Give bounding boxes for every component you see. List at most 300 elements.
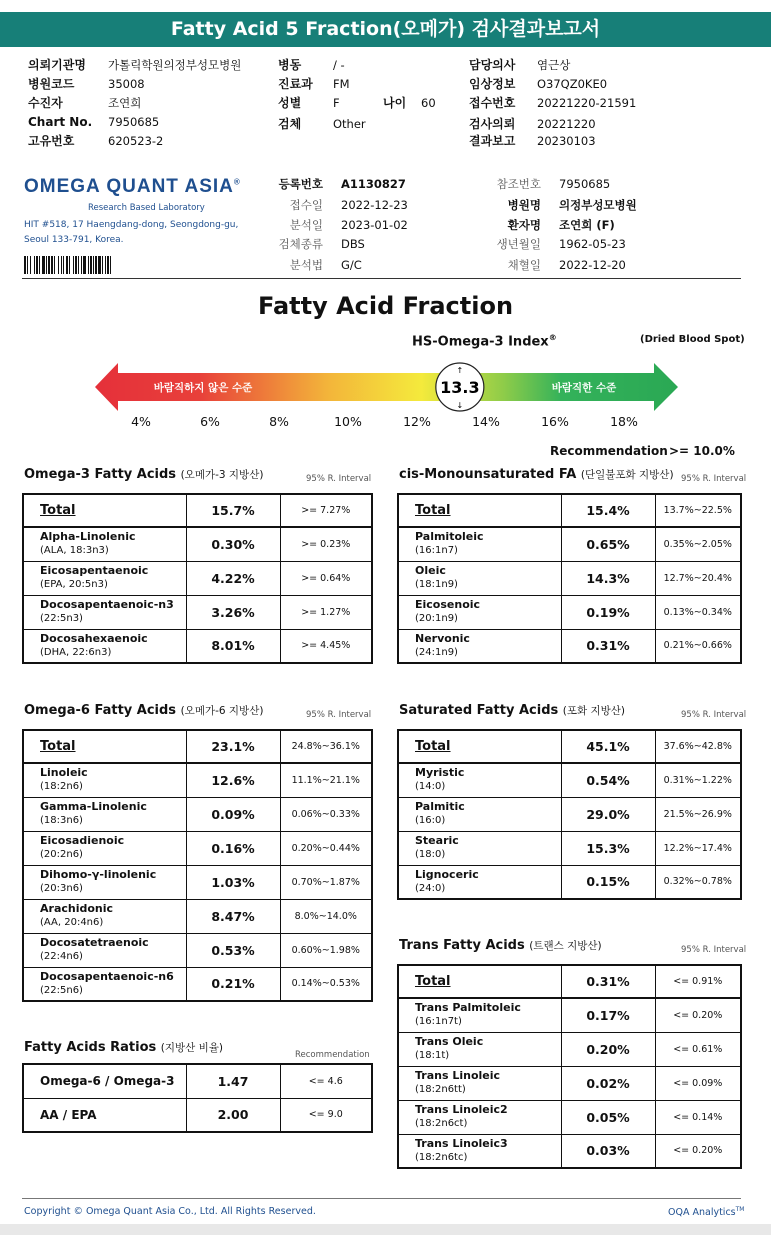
- acid-name-cell: [23, 865, 186, 899]
- total-reference: 24.8%~36.1%: [280, 730, 372, 763]
- registration-field: [488, 217, 615, 233]
- table-row: [23, 629, 372, 663]
- scale-tick-label: 18%: [610, 414, 638, 429]
- acid-name-cell: [398, 595, 561, 629]
- header-field-value: O37QZ0KE0: [537, 77, 608, 91]
- acid-name: Dihomo-γ-linolenic: [40, 868, 157, 881]
- table-row: [398, 527, 741, 561]
- header-field-value: 가톨릭학원의정부성모병원: [108, 58, 242, 72]
- header-field: [469, 115, 596, 132]
- scale-tick-label: 16%: [541, 414, 569, 429]
- table-row: [23, 933, 372, 967]
- acid-reference: >= 0.64%: [280, 561, 372, 595]
- acid-notation: (22:5n3): [40, 613, 83, 624]
- acid-reference: 12.2%~17.4%: [655, 831, 741, 865]
- report-title: Fatty Acid 5 Fraction(오메가) 검사결과보고서: [0, 12, 771, 47]
- registration-value: G/C: [341, 258, 362, 272]
- acid-name: Eicosenoic: [415, 598, 481, 611]
- registration-value: 2023-01-02: [341, 218, 408, 232]
- acid-reference: >= 4.45%: [280, 629, 372, 663]
- total-label: Total: [40, 502, 76, 518]
- total-value: 0.31%: [561, 965, 655, 998]
- scale-tick-label: 14%: [472, 414, 500, 429]
- gauge-left-label: 바람직하지 않은 수준: [153, 382, 253, 394]
- table-row: [398, 998, 741, 1032]
- ri-interval-label: 95% R. Interval: [306, 474, 372, 484]
- acid-value: 0.30%: [186, 527, 280, 561]
- acid-name: Docosapentaenoic-n6: [40, 969, 174, 983]
- ri-interval-label: 95% R. Interval: [306, 710, 372, 720]
- header-field-label: 검사의뢰: [469, 117, 516, 131]
- acid-notation: (18:2n6tc): [415, 1151, 468, 1163]
- acid-name-cell: [23, 527, 186, 561]
- registration-value: A1130827: [341, 177, 406, 191]
- acid-reference: 0.14%~0.53%: [280, 967, 372, 1001]
- acid-name-cell: [23, 561, 186, 595]
- ratio-recommendation: <= 4.6: [280, 1064, 372, 1098]
- total-value: 45.1%: [561, 730, 655, 763]
- acid-reference: >= 1.27%: [280, 595, 372, 629]
- section-title-text: cis-Monounsaturated FA: [399, 467, 577, 482]
- acid-name: Lignoceric: [415, 867, 479, 881]
- acid-name: Oleic: [415, 564, 446, 577]
- acid-name-cell: [398, 763, 561, 797]
- registration-label: 검체종류: [278, 237, 323, 251]
- table-row: [23, 831, 372, 865]
- acid-name: Trans Linoleic2: [415, 1103, 508, 1116]
- acid-name-cell: [23, 967, 186, 1001]
- registration-value: 7950685: [559, 177, 611, 191]
- table-row: [398, 561, 741, 595]
- header-field-label: 병원코드: [28, 77, 75, 91]
- section-title-text: Omega-6 Fatty Acids: [24, 703, 177, 718]
- acid-value: 3.26%: [186, 595, 280, 629]
- header-field-value: 620523-2: [108, 134, 164, 148]
- ratio-value: 1.47: [186, 1064, 280, 1098]
- acid-name: Trans Oleic: [415, 1035, 484, 1048]
- section-title-text: Omega-3 Fatty Acids: [24, 467, 177, 482]
- acid-name-cell: [23, 899, 186, 933]
- acid-notation: (18:3n6): [40, 815, 83, 826]
- gauge-right-label: 바람직한 수준: [551, 382, 617, 394]
- header-field: [469, 132, 596, 149]
- footer-brand: OQA Analytics™: [668, 1206, 745, 1219]
- lab-logo: OMEGA QUANT ASIA®: [24, 176, 241, 197]
- acid-notation: (EPA, 20:5n3): [40, 579, 108, 590]
- header-field-label: 결과보고: [469, 134, 516, 148]
- acid-name-cell: [398, 831, 561, 865]
- ratio-recommendation: <= 9.0: [280, 1098, 372, 1132]
- registration-label: 병원명: [507, 198, 541, 212]
- header-field: [28, 132, 163, 149]
- registration-label: 채혈일: [507, 258, 541, 272]
- acid-value: 14.3%: [561, 561, 655, 595]
- acid-reference: <= 0.20%: [655, 998, 741, 1032]
- up-arrow-icon: ↑: [456, 366, 464, 375]
- acid-notation: (16:1n7): [415, 545, 458, 557]
- ratios-section-title: [24, 1040, 223, 1055]
- acid-notation: (16:1n7t): [415, 1016, 462, 1028]
- total-reference: <= 0.91%: [655, 965, 741, 998]
- ri-interval-label: 95% R. Interval: [681, 945, 747, 955]
- table-row: [398, 595, 741, 629]
- registration-label: 분석법: [289, 258, 323, 272]
- table-row: [398, 1100, 741, 1134]
- table-row: [23, 967, 372, 1001]
- acid-notation: (16:0): [415, 815, 446, 826]
- total-row: [23, 730, 372, 763]
- acid-name: Palmitic: [415, 800, 465, 813]
- acid-name: Palmitoleic: [415, 530, 484, 544]
- registration-field: [270, 217, 408, 233]
- header-field: [28, 94, 141, 111]
- omega6-section-title: [24, 703, 263, 718]
- acid-name: Trans Palmitoleic: [415, 1001, 521, 1015]
- acid-value: 8.47%: [186, 899, 280, 933]
- acid-notation: (AA, 20:4n6): [40, 917, 104, 928]
- header-field-age: [383, 94, 436, 111]
- acid-value: 12.6%: [186, 763, 280, 797]
- header-field-value: 염근상: [537, 58, 571, 72]
- header-field-label: 검체: [278, 117, 302, 131]
- acid-notation: (20:2n6): [40, 849, 83, 860]
- recommendation-label: Recommendation: [550, 444, 668, 458]
- acid-name: Linoleic: [40, 766, 88, 780]
- acid-value: 0.54%: [561, 763, 655, 797]
- header-field: [278, 75, 350, 92]
- table-row: [398, 763, 741, 797]
- acid-name: Docosapentaenoic-n3: [40, 598, 174, 611]
- header-field-label: 나이: [383, 96, 407, 110]
- acid-name: Alpha-Linolenic: [40, 530, 136, 544]
- header-field-label: 고유번호: [28, 134, 75, 148]
- acid-reference: 0.21%~0.66%: [655, 629, 741, 663]
- total-row: [23, 494, 372, 527]
- header-field-value: 20230103: [537, 134, 596, 148]
- acid-value: 0.05%: [561, 1100, 655, 1134]
- acid-name-cell: [23, 763, 186, 797]
- section-main-title: Fatty Acid Fraction: [257, 292, 514, 320]
- ratio-name: Omega-6 / Omega-3: [23, 1064, 186, 1098]
- bottom-bar: [0, 1224, 771, 1235]
- acid-notation: (20:3n6): [40, 883, 83, 894]
- total-row: [398, 730, 741, 763]
- registration-value: 2022-12-20: [559, 258, 626, 272]
- scale-tick-label: 4%: [131, 414, 151, 429]
- table-row: [398, 797, 741, 831]
- section-title-korean: (포화 지방산): [562, 705, 626, 717]
- section-title-korean: (단일불포화 지방산): [580, 469, 674, 481]
- acid-name-cell: [398, 1134, 561, 1168]
- acid-value: 0.02%: [561, 1066, 655, 1100]
- acid-name-cell: [23, 797, 186, 831]
- table-row: [398, 629, 741, 663]
- acid-value: 0.09%: [186, 797, 280, 831]
- acid-name-cell: [398, 561, 561, 595]
- acid-notation: (18:0): [415, 849, 446, 860]
- header-field-label: 의뢰기관명: [28, 58, 86, 72]
- ratio-row: [23, 1098, 372, 1132]
- registration-label: 분석일: [289, 218, 323, 232]
- header-field: [278, 94, 340, 111]
- acid-value: 0.31%: [561, 629, 655, 663]
- header-field-label: 성별: [278, 96, 302, 110]
- section-title-korean: (트랜스 지방산): [529, 940, 602, 952]
- acid-notation: (18:2n6tt): [415, 1084, 466, 1095]
- total-reference: 13.7%~22.5%: [655, 494, 741, 527]
- saturated-section-title: [399, 703, 625, 718]
- omega3-index-gauge: [0, 357, 771, 417]
- section-title-text: Trans Fatty Acids: [399, 938, 525, 953]
- acid-name: Arachidonic: [40, 902, 114, 915]
- footer-divider: [22, 1198, 741, 1199]
- recommendation-value: >= 10.0%: [669, 444, 735, 458]
- header-field: [28, 75, 145, 92]
- acid-value: 0.15%: [561, 865, 655, 899]
- omega3-section-title: [24, 467, 263, 482]
- registration-value: 1962-05-23: [559, 237, 626, 251]
- acid-name: Eicosadienoic: [40, 834, 125, 847]
- acid-reference: 0.70%~1.87%: [280, 865, 372, 899]
- acid-reference: 21.5%~26.9%: [655, 797, 741, 831]
- header-field-label: 접수번호: [469, 96, 516, 110]
- acid-reference: <= 0.14%: [655, 1100, 741, 1134]
- header-field-value: 35008: [108, 77, 145, 91]
- acid-name-cell: [23, 933, 186, 967]
- acid-notation: (18:2n6): [40, 781, 83, 793]
- registration-field: [270, 176, 406, 192]
- header-field-value: / -: [333, 58, 345, 72]
- total-label: Total: [415, 738, 451, 754]
- total-label-cell: [398, 965, 561, 998]
- scale-tick-label: 10%: [334, 414, 362, 429]
- acid-name-cell: [23, 595, 186, 629]
- registration-label: 참조번호: [496, 177, 541, 191]
- section-title-korean: (오메가-6 지방산): [180, 705, 264, 717]
- header-field-value: 20221220: [537, 117, 596, 131]
- scale-tick-label: 12%: [403, 414, 431, 429]
- total-label-cell: [398, 494, 561, 527]
- table-row: [398, 865, 741, 899]
- header-field-value: 조연희: [108, 96, 142, 110]
- acid-name: Docosatetraenoic: [40, 936, 149, 949]
- acid-reference: <= 0.20%: [655, 1134, 741, 1168]
- acid-value: 0.65%: [561, 527, 655, 561]
- acid-notation: (24:0): [415, 882, 446, 894]
- total-reference: 37.6%~42.8%: [655, 730, 741, 763]
- acid-name-cell: [23, 629, 186, 663]
- acid-reference: 8.0%~14.0%: [280, 899, 372, 933]
- total-value: 15.7%: [186, 494, 280, 527]
- hs-omega3-title: HS-Omega-3 Index®: [412, 333, 557, 350]
- registration-label: 등록번호: [278, 177, 323, 191]
- acid-notation: (22:4n6): [40, 951, 83, 962]
- acid-value: 0.21%: [186, 967, 280, 1001]
- acid-name-cell: [398, 527, 561, 561]
- registration-label: 접수일: [289, 198, 323, 212]
- acid-notation: (DHA, 22:6n3): [40, 646, 112, 658]
- acid-reference: 12.7%~20.4%: [655, 561, 741, 595]
- mono-table: [397, 493, 742, 664]
- section-title-text: Saturated Fatty Acids: [399, 703, 559, 718]
- header-field: [469, 56, 570, 73]
- acid-name: Eicosapentaenoic: [40, 564, 149, 577]
- acid-name: Stearic: [415, 834, 459, 847]
- acid-reference: 0.31%~1.22%: [655, 763, 741, 797]
- section-title-text: Fatty Acids Ratios: [24, 1040, 157, 1055]
- acid-name: Docosahexaenoic: [40, 631, 148, 645]
- acid-reference: >= 0.23%: [280, 527, 372, 561]
- header-field-label: 임상정보: [469, 77, 516, 91]
- acid-name-cell: [398, 998, 561, 1032]
- acid-reference: 0.32%~0.78%: [655, 865, 741, 899]
- acid-notation: (24:1n9): [415, 646, 458, 658]
- table-row: [23, 763, 372, 797]
- acid-name: Gamma-Linolenic: [40, 800, 147, 813]
- acid-value: 1.03%: [186, 865, 280, 899]
- divider: [22, 278, 741, 279]
- registration-field: [270, 236, 365, 252]
- index-value: 13.3: [440, 378, 480, 397]
- acid-notation: (20:1n9): [415, 613, 458, 624]
- acid-name: Trans Linoleic3: [415, 1136, 508, 1150]
- header-field: [278, 115, 366, 132]
- section-title-korean: (지방산 비율): [160, 1042, 224, 1054]
- acid-value: 15.3%: [561, 831, 655, 865]
- lab-address-line2: Seoul 133-791, Korea.: [24, 235, 124, 245]
- trans-section-title: [399, 938, 602, 953]
- acid-value: 4.22%: [186, 561, 280, 595]
- registration-value: DBS: [341, 237, 365, 251]
- acid-name-cell: [398, 1066, 561, 1100]
- total-row: [398, 965, 741, 998]
- acid-name-cell: [398, 797, 561, 831]
- table-row: [398, 1134, 741, 1168]
- table-row: [398, 1032, 741, 1066]
- table-row: [398, 831, 741, 865]
- acid-reference: 0.13%~0.34%: [655, 595, 741, 629]
- acid-reference: 0.20%~0.44%: [280, 831, 372, 865]
- acid-name-cell: [398, 865, 561, 899]
- header-field: [469, 94, 636, 111]
- acid-value: 0.19%: [561, 595, 655, 629]
- acid-reference: 0.35%~2.05%: [655, 527, 741, 561]
- total-label-cell: [23, 730, 186, 763]
- barcode-bar: [111, 256, 113, 274]
- registration-label: 환자명: [507, 218, 541, 232]
- header-field-label: 수진자: [28, 96, 63, 110]
- header-field: [28, 115, 159, 129]
- table-row: [398, 1066, 741, 1100]
- lab-address-line1: HIT #518, 17 Haengdang-dong, Seongdong-gu,: [24, 220, 239, 230]
- registration-field: [270, 257, 362, 273]
- acid-name-cell: [23, 831, 186, 865]
- acid-reference: <= 0.09%: [655, 1066, 741, 1100]
- acid-value: 8.01%: [186, 629, 280, 663]
- table-row: [23, 865, 372, 899]
- total-label: Total: [415, 973, 451, 989]
- acid-notation: (18:1n9): [415, 579, 458, 590]
- registration-field: [488, 176, 610, 192]
- header-field-value: 20221220-21591: [537, 96, 637, 110]
- registration-field: [488, 236, 626, 252]
- sample-type: (Dried Blood Spot): [640, 334, 745, 345]
- total-label: Total: [40, 738, 76, 754]
- header-field: [469, 75, 607, 92]
- header-field-value: 60: [421, 96, 436, 110]
- header-field-label: 병동: [278, 58, 302, 72]
- acid-name-cell: [398, 629, 561, 663]
- total-reference: >= 7.27%: [280, 494, 372, 527]
- registration-field: [488, 197, 637, 213]
- scale-tick-label: 8%: [269, 414, 289, 429]
- registration-field: [488, 257, 626, 273]
- acid-value: 29.0%: [561, 797, 655, 831]
- acid-name: Trans Linoleic: [415, 1069, 501, 1082]
- registration-value: 의정부성모병원: [559, 198, 637, 212]
- trans-table: [397, 964, 742, 1169]
- omega6-table: [22, 729, 373, 1002]
- scale-tick-label: 6%: [200, 414, 220, 429]
- total-label: Total: [415, 502, 451, 518]
- header-field: [278, 56, 345, 73]
- header-field-label: 담당의사: [469, 58, 516, 72]
- header-field: [28, 56, 241, 73]
- acid-name-cell: [398, 1100, 561, 1134]
- acid-name: Nervonic: [415, 631, 470, 645]
- acid-reference: 0.06%~0.33%: [280, 797, 372, 831]
- ratios-table: [22, 1063, 373, 1133]
- acid-reference: <= 0.61%: [655, 1032, 741, 1066]
- mono-section-title: [399, 467, 674, 482]
- total-value: 15.4%: [561, 494, 655, 527]
- header-field-label: 진료과: [278, 77, 313, 91]
- header-field-value: F: [333, 96, 340, 110]
- ratio-row: [23, 1064, 372, 1098]
- ri-interval-label: 95% R. Interval: [681, 710, 747, 720]
- ratio-name: AA / EPA: [23, 1098, 186, 1132]
- acid-value: 0.53%: [186, 933, 280, 967]
- table-row: [23, 561, 372, 595]
- acid-value: 0.03%: [561, 1134, 655, 1168]
- acid-name-cell: [398, 1032, 561, 1066]
- registration-value: 2022-12-23: [341, 198, 408, 212]
- acid-notation: (14:0): [415, 781, 446, 793]
- recommendation-header: Recommendation: [295, 1050, 370, 1060]
- table-row: [23, 899, 372, 933]
- header-field-value: Other: [333, 117, 366, 131]
- copyright: Copyright © Omega Quant Asia Co., Ltd. All Rights Reserved.: [24, 1206, 316, 1217]
- total-row: [398, 494, 741, 527]
- total-label-cell: [398, 730, 561, 763]
- acid-name: Myristic: [415, 766, 465, 780]
- ri-interval-label: 95% R. Interval: [681, 474, 747, 484]
- table-row: [23, 797, 372, 831]
- acid-notation: (22:5n6): [40, 984, 83, 996]
- acid-reference: 0.60%~1.98%: [280, 933, 372, 967]
- header-field-label: Chart No.: [28, 115, 93, 129]
- registration-value: 조연희 (F): [559, 218, 615, 232]
- table-row: [23, 595, 372, 629]
- saturated-table: [397, 729, 742, 900]
- ratio-value: 2.00: [186, 1098, 280, 1132]
- omega3-table: [22, 493, 373, 664]
- table-row: [23, 527, 372, 561]
- total-label-cell: [23, 494, 186, 527]
- acid-value: 0.17%: [561, 998, 655, 1032]
- barcode: [24, 256, 159, 274]
- acid-value: 0.16%: [186, 831, 280, 865]
